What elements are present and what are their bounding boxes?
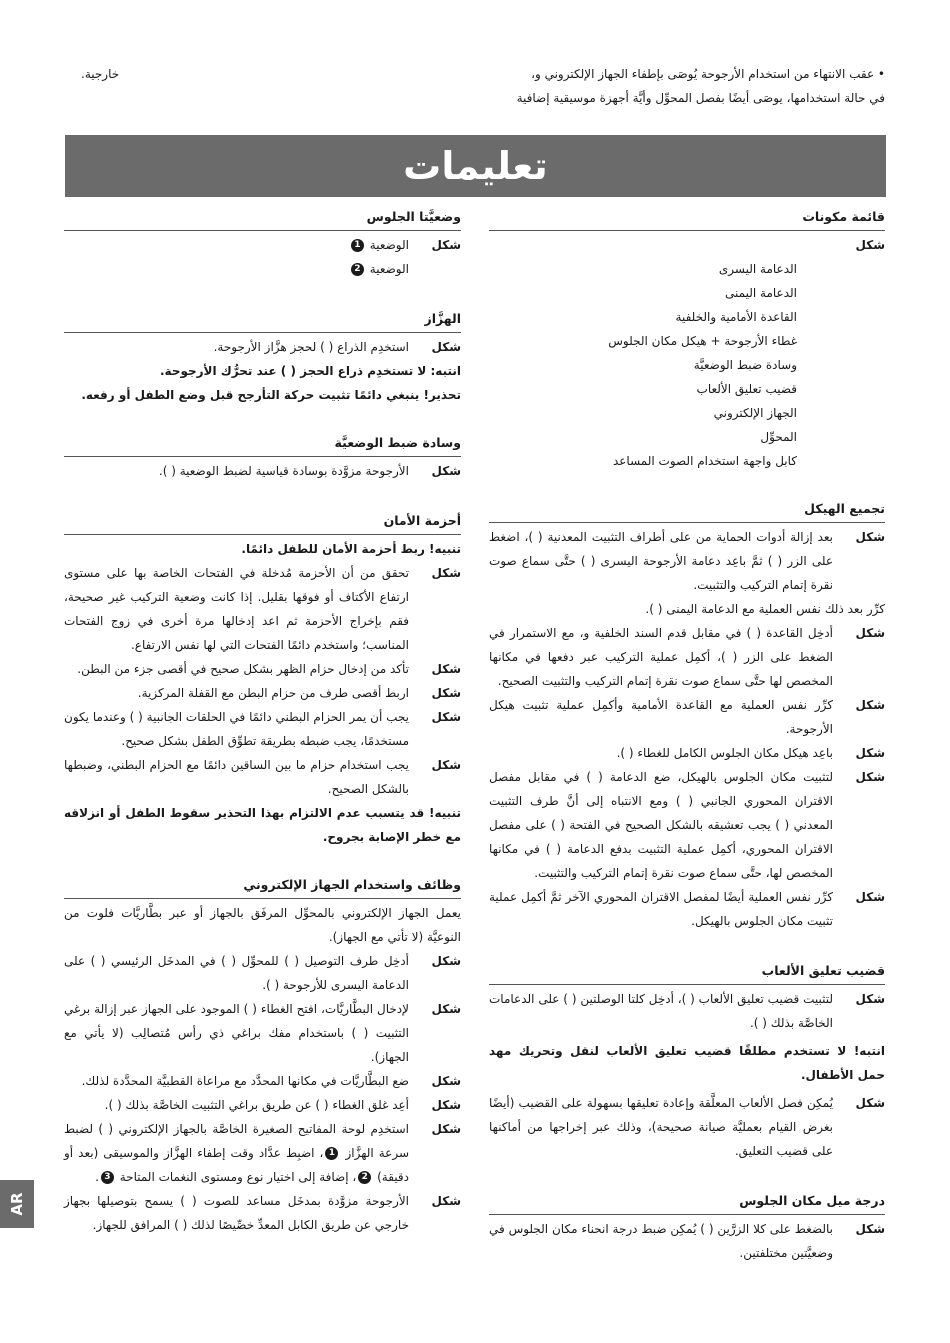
paragraph: شكل أدخِل طرف التوصيل ( ) للمحوِّل ( ) في المدخَل الرئيسي ( ) على الدعامة اليسرى للأرجوحة ( ). — [64, 954, 461, 992]
paragraph: شكل الأرجوحة مزوَّدة بوسادة قياسية لضبط الوضعية ( ). — [158, 464, 461, 478]
paragraph: يعمل الجهاز الإلكتروني بالمحوِّل المرفَق بالجهاز أو عبر بطَّاريَّات فلوت من النوعيَّة (لا تأتي مع الجهاز). — [64, 906, 461, 944]
banner-title: تعليمات — [403, 144, 548, 188]
paragraph: شكل أعِد غلق الغطاء ( ) عن طريق براغي التثبيت الخاصَّة بذلك ( ). — [104, 1098, 461, 1112]
paragraph: شكل كرِّر نفس العملية أيضًا لمفصل الاقتران المحوري الآخر ثمَّ أكمِل عملية تثبيت مكان الجلوس بالهيكل. — [489, 890, 885, 928]
warning: انتبه! لا تستخدم مطلقًا قضيب تعليق الألعاب لنقل وتحريك مهد حمل الأطفال. — [489, 1044, 885, 1082]
component-item: قضيب تعليق الألعاب — [696, 382, 797, 396]
section-title: وضعيَّتا الجلوس — [64, 207, 461, 231]
section-title: وسادة ضبط الوضعيَّة — [64, 433, 461, 457]
component-item: المحوِّل — [760, 430, 797, 444]
section-title: تجميع الهيكل — [489, 499, 885, 523]
left-column — [64, 207, 461, 1263]
paragraph: شكل بعد إزالة أدوات الحماية من على أطراف التثبيت المعدنية ( )، اضغط على الزر ( ) ثمَّ باعِد دعامة الأرجوحة اليسرى ( ) حتَّى سماع صوت نقرة إتمام التركيب والتثبيت. — [489, 530, 885, 592]
paragraph: شكل استخدِم الذراع ( ) لحجز هزَّاز الأرجوحة. — [213, 340, 461, 354]
paragraph: شكل بالضغط على كلا الزرَّين ( ) يُمكِن ضبط درجة انحناء مكان الجلوس في وضعيَّتين مختلفتين. — [489, 1222, 885, 1260]
number-badge: 3 — [101, 1171, 114, 1184]
belts-section — [64, 511, 461, 849]
toybar-section — [489, 961, 885, 1163]
section-title: وظائف واستخدام الجهاز الإلكتروني — [64, 875, 461, 899]
paragraph: شكل يجب أن يمر الحزام البطني دائمًا في الحلقات الجانبية ( ) وعندما يكون مستخدمًا، يجب ضبطه بطريقة تطوِّق الطفل بشكل صحيح. — [64, 710, 461, 748]
paragraph: شكل ضع البطَّاريَّات في مكانها المحدَّد مع مراعاة القطبيَّة المحدَّدة لذلك. — [81, 1074, 461, 1088]
section-title: قضيب تعليق الألعاب — [489, 961, 885, 985]
tilt-section — [489, 1191, 885, 1265]
components-section — [489, 207, 885, 473]
language-tab — [0, 1180, 34, 1228]
paragraph: شكل لتثبيت مكان الجلوس بالهيكل، ضع الدعامة ( ) في مقابل مفصل الاقتران المحوري الجانبي ( ) ومع الانتباه إلى أنَّ طرف التثبيت المعدني ( ) يجب تعشيقه بالشكل الصحيح في الفتحة ( ) على مفصل الاقتران المحوري، أكمِل عملية التثبيت بدفع الدعامة ( ) في مكانها المخصص لها، حتَّى سماع صوت نقرة إتمام التركيب والتثبيت. — [489, 770, 885, 880]
intro-line-2: في حالة استخدامها، يوصَى أيضًا بفصل المحوِّل وأيَّة أجهزة موسيقية إضافية — [516, 91, 885, 105]
positions-section — [64, 207, 461, 281]
paragraph: شكل اربط أقصى طرف من حزام البطن مع القفلة المركزية. — [137, 686, 461, 700]
section-title: أحزمة الأمان — [64, 511, 461, 535]
paragraph: شكل الأرجوحة مزوَّدة بمدخَل مساعد للصوت ( ) يسمح بتوصيلها بجهاز خارجي عن طريق الكابل المعدِّ خصِّيصًا لذلك ( ) المرافق للجهاز. — [64, 1194, 461, 1232]
cushion-section — [64, 433, 461, 483]
right-column — [489, 207, 885, 1291]
number-badge: 2 — [358, 1171, 371, 1184]
paragraph: شكل تحقق من أن الأحزمة مُدخلة في الفتحات الخاصة بها على مستوى ارتفاع الأكتاف أو فوقها بقليل. إذا كانت وضعية التركيب غير صحيحة، فقم بإخراج الأحزمة ثم اعد إدخالها مرة أخرى في زوج الفتحات المناسب؛ واستخدم دائمًا الفتحات التي لها نفس الارتفاع. — [64, 566, 461, 652]
section-title: الهزَّاز — [64, 309, 461, 333]
fig-label: شكل — [855, 238, 885, 252]
paragraph: شكل لتثبيت قضيب تعليق الألعاب ( )، أدخِل كلتا الوصلتين ( ) على الدعامات الخاصَّة بذلك ( ). — [489, 992, 885, 1030]
warning: تنبيه! قد يتسبب عدم الالتزام بهذا التحذير سقوط الطفل أو انزلاقه مع خطر الإصابة بجروح. — [64, 806, 461, 844]
section-title: قائمة مكونات — [489, 207, 885, 231]
rocker-section — [64, 309, 461, 407]
number-badge: 1 — [325, 1147, 338, 1160]
paragraph: شكل لإدخال البطَّاريَّات، افتح الغطاء ( ) الموجود على الجهاز عبر إزالة برغي التثبيت ( ) باستخدام مفك براغي ذي رأس مُتصالِب (لا يأتي مع الجهاز). — [64, 1002, 461, 1064]
paragraph: شكل كرِّر نفس العملية مع القاعدة الأمامية وأكمِل عملية تثبيت هيكل الأرجوحة. — [489, 698, 885, 736]
warning: انتبه: لا تستخدِم ذراع الحجز ( ) عند تحرُّك الأرجوحة. — [159, 364, 461, 378]
frame-section — [489, 499, 885, 933]
number-badge: 1 — [351, 239, 364, 252]
component-item: القاعدة الأمامية والخلفية — [675, 310, 797, 324]
section-title: درجة ميل مكان الجلوس — [489, 1191, 885, 1215]
paragraph: شكل استخدِم لوحة المفاتيح الصغيرة الخاصَّة بالجهاز الإلكتروني ( ) لضبط سرعة الهزَّاز 1، اضبِط عدَّاد وقت إطفاء الهزَّاز والموسيقى (بعد أو دقيقة) 2، إضافة إلى اختيار نوع ومستوى النغمات المتاحة 3. — [64, 1122, 461, 1184]
language-code: AR — [8, 1192, 26, 1216]
warning: تنبيه! ربط أحزمة الأمان للطفل دائمًا. — [241, 542, 461, 556]
paragraph: شكل تأكد من إدخال حزام الظهر بشكل صحيح في أقصى جزء من البطن. — [77, 662, 461, 676]
intro-text — [65, 62, 885, 112]
position-item: الوضعية 2 — [64, 257, 461, 281]
component-item: غطاء الأرجوحة + هيكل مكان الجلوس — [608, 334, 797, 348]
component-item: الجهاز الإلكتروني — [713, 406, 797, 420]
paragraph: شكل يُمكِن فصل الألعاب المعلَّقة وإعادة تعليقها بسهولة على القضيب (أيضًا بغرض القيام بعمليَّة صيانة صحيحة)، وذلك عبر إخراجها من أماكنها على قضيب التعليق. — [489, 1096, 885, 1158]
intro-tail: خارجية. — [81, 67, 120, 81]
position-item: شكل الوضعية 1 — [64, 233, 461, 257]
component-item: كابل واجهة استخدام الصوت المساعد — [612, 454, 797, 468]
electronic-section — [64, 875, 461, 1237]
number-badge: 2 — [351, 263, 364, 276]
warning: تحذير! ينبغي دائمًا تثبيت حركة التأرجح قبل وضع الطفل أو رفعه. — [81, 388, 461, 402]
component-item: الدعامة اليسرى — [718, 262, 797, 276]
paragraph: شكل أدخِل القاعدة ( ) في مقابل قدم السند الخلفية و، مع الاستمرار في الضغط على الزر ( )، أكمِل عملية التركيب عبر دفعها في مكانها المخصص لها حتَّى سماع صوت نقرة إتمام التركيب والتثبيت الصحيح. — [489, 626, 885, 688]
intro-line-1: • عقب الانتهاء من استخدام الأرجوحة يُوصَى بإطفاء الجهاز الإلكتروني و، — [531, 67, 885, 81]
paragraph: شكل يجب استخدام حزام ما بين الساقين دائمًا مع الحزام البطني، وضبطها بالشكل الصحيح. — [64, 758, 461, 796]
paragraph: شكل باعِد هيكل مكان الجلوس الكامل للغطاء ( ). — [616, 746, 885, 760]
paragraph: كرِّر بعد ذلك نفس العملية مع الدعامة اليمنى ( ). — [645, 602, 885, 616]
instructions-banner — [65, 135, 886, 197]
component-item: وسادة ضبط الوضعيَّة — [693, 358, 797, 372]
component-item: الدعامة اليمنى — [725, 286, 797, 300]
